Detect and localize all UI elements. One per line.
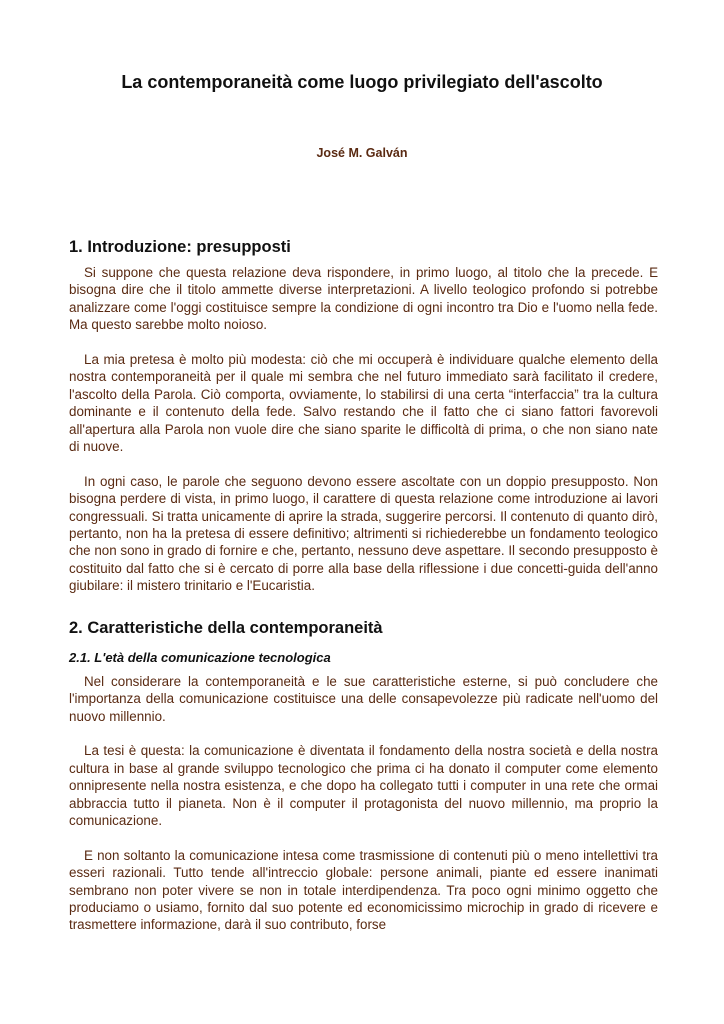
paragraph: Nel considerare la contemporaneità e le sue caratteristiche esterne, si può concludere che l'importanza della comunicazione costituisce una delle consapevolezze più radicate nell'uomo del nuovo millennio. (69, 673, 658, 724)
section-heading-introduzione: 1. Introduzione: presupposti (69, 238, 291, 256)
document-author: José M. Galván (316, 146, 408, 160)
paragraph: In ogni caso, le parole che seguono devono essere ascoltate con un doppio presupposto. Non bisogna perdere di vista, in primo luogo, il carattere di questa relazione come introduzione ai lavori congressuali. Si tratta unicamente di aprire la strada, suggerire percorsi. Il contenuto di quanto dirò, pertanto, non ha la pretesa di essere definitivo; altrimenti si richiederebbe un fondamento teologico che non sono in grado di fornire e che, pertanto, nessuno deve aspettare. Il secondo presupposto è costituito dal fatto che si è cercato di porre alla base della riflessione i due concetti-guida dell'anno giubilare: il mistero trinitario e l'Eucaristia. (69, 473, 658, 594)
section-heading-caratteristiche: 2. Caratteristiche della contemporaneità (69, 618, 383, 637)
document-title: La contemporaneità come luogo privilegiato dell'ascolto (121, 72, 603, 92)
subsection-heading: 2.1. L'età della comunicazione tecnologica (69, 649, 331, 665)
paragraph: La mia pretesa è molto più modesta: ciò che mi occuperà è individuare qualche elemento della nostra contemporaneità per il quale mi sembra che nel futuro immediato sarà facilitato il credere, l'ascolto della Parola. Ciò comporta, ovviamente, lo stabilirsi di una certa “interfaccia” tra la cultura dominante e il contenuto della fede. Salvo restando che il fatto che ci siano fattori favorevoli all'apertura alla Parola non vuole dire che siano sparite le difficoltà di prima, o che non siano nate di nuove. (69, 352, 658, 455)
paragraph: La tesi è questa: la comunicazione è diventata il fondamento della nostra società e della nostra cultura in base al grande sviluppo tecnologico che prima ci ha donato il computer come elemento onnipresente nella nostra esistenza, e che dopo ha collegato tutti i computer in una rete che ormai abbraccia tutto il pianeta. Non è il computer il protagonista del nuovo millennio, ma proprio la comunicazione. (69, 743, 658, 828)
document-body (69, 236, 658, 934)
paragraph: Si suppone che questa relazione deva rispondere, in primo luogo, al titolo che la precede. E bisogna dire che il titolo ammette diverse interpretazioni. A livello teologico profondo si potrebbe analizzare come l'oggi costituisce sempre la condizione di ogni incontro tra Dio e l'uomo nella fede. Ma questo sarebbe molto noioso. (69, 265, 658, 333)
paragraph: E non soltanto la comunicazione intesa come trasmissione di contenuti più o meno intellettivi tra esseri razionali. Tutto tende all'intreccio globale: persone animali, piante ed essere inanimati sembrano non poter vivere se non in totale interdipendenza. Tra poco ogni minimo oggetto che produciamo o usiamo, fornito dal suo potente ed economicissimo microchip in grado di ricevere e trasmettere informazione, darà il suo contributo, forse (69, 847, 658, 933)
